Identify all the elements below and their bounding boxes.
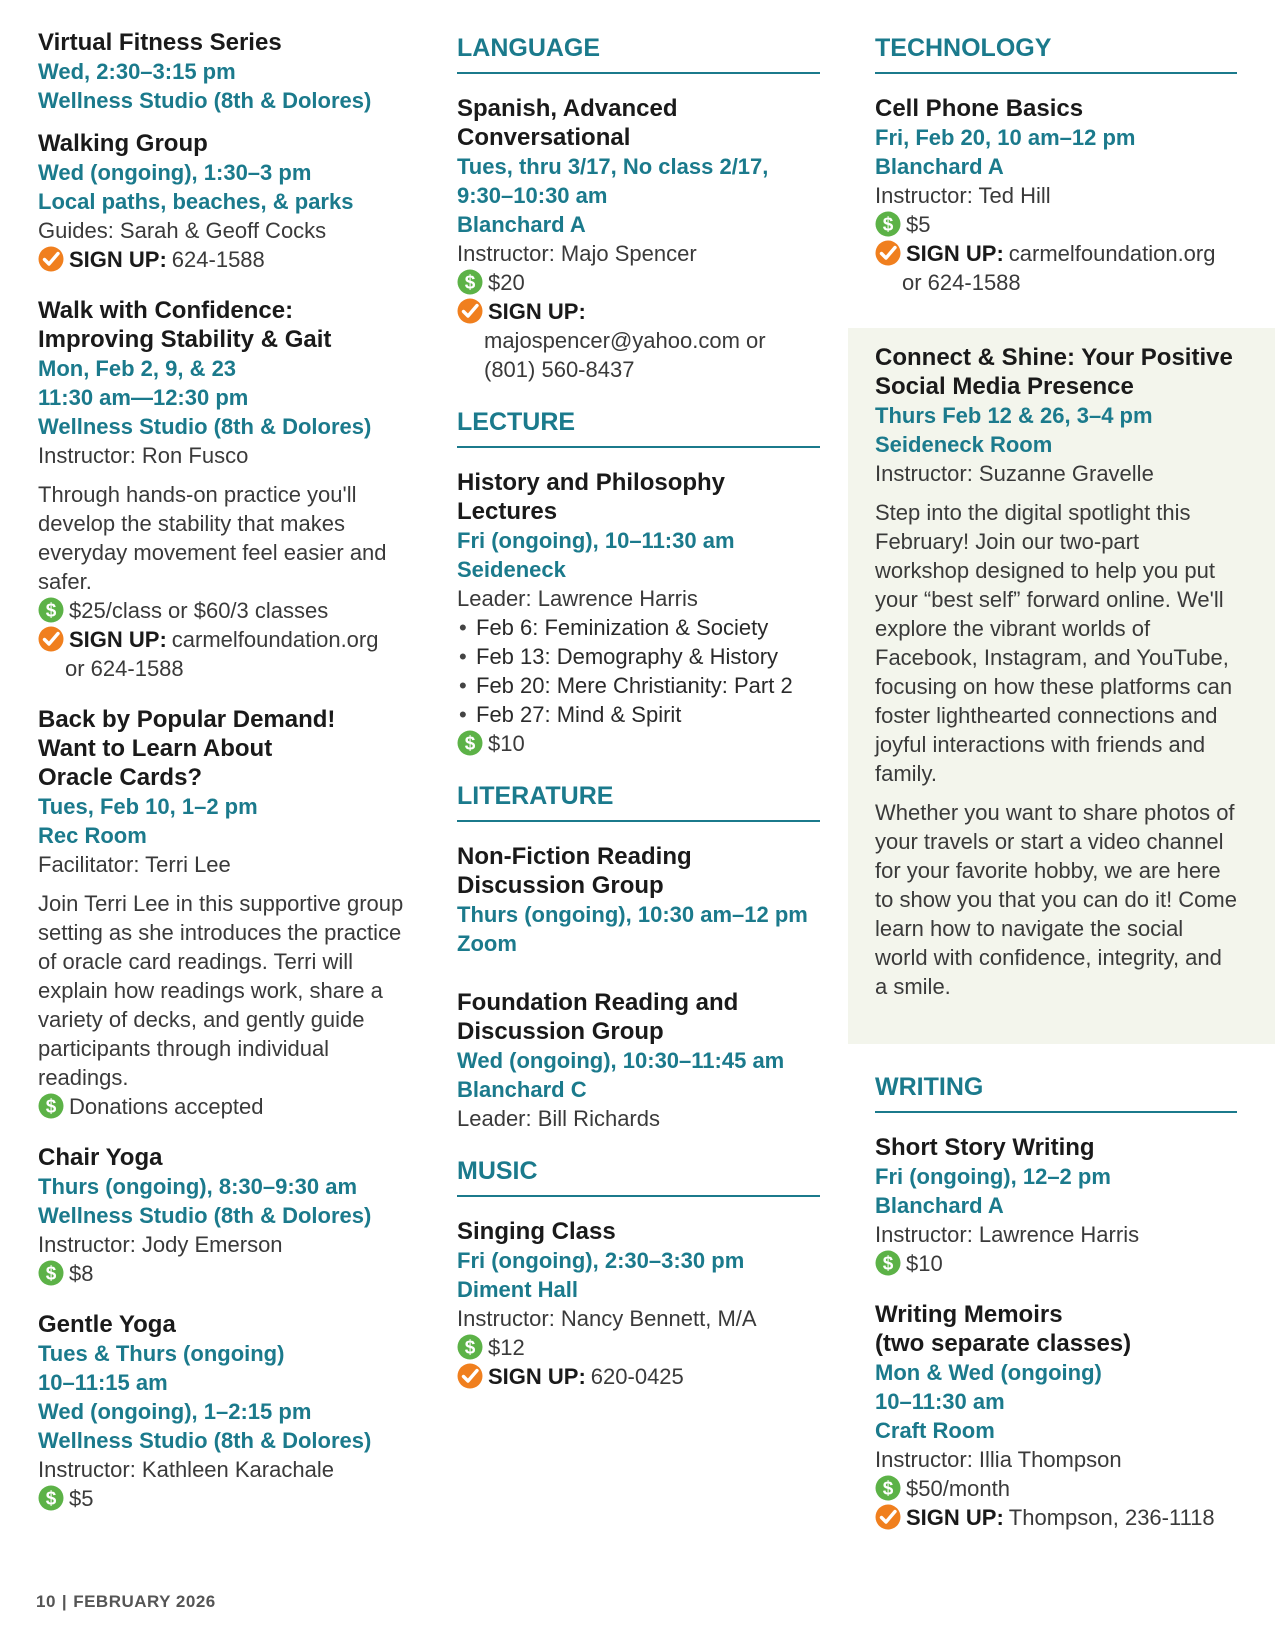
event-time: 10–11:30 am xyxy=(875,1389,1005,1414)
column-1 xyxy=(38,28,408,1535)
dollar-icon xyxy=(38,1485,64,1511)
event-title-line2: (two separate classes) xyxy=(875,1330,1132,1357)
signup-label: SIGN UP: xyxy=(906,241,1004,266)
price-row xyxy=(38,596,408,625)
event-cell-phone-basics xyxy=(875,94,1237,297)
event-location: Seideneck xyxy=(457,557,566,582)
list-item: • Feb 27: Mind & Spirit xyxy=(457,700,820,729)
event-title: Foundation Reading and xyxy=(457,989,739,1016)
section-heading-technology: TECHNOLOGY xyxy=(875,32,1237,74)
dollar-icon xyxy=(875,1250,901,1276)
signup-row xyxy=(875,1503,1237,1532)
dollar-icon xyxy=(38,1093,64,1119)
event-time: Tues, Feb 10, 1–2 pm xyxy=(38,794,258,819)
event-title: Walk with Confidence: xyxy=(38,297,294,324)
event-title: Short Story Writing xyxy=(875,1134,1095,1161)
price-row xyxy=(875,210,1237,239)
event-location: Blanchard A xyxy=(875,1193,1004,1218)
event-time: Thurs (ongoing), 10:30 am–12 pm xyxy=(457,902,808,927)
dollar-icon xyxy=(875,211,901,237)
price: $5 xyxy=(906,212,931,237)
event-location: Wellness Studio (8th & Dolores) xyxy=(38,414,372,439)
event-description: Through hands-on practice you'll develop the stability that makes everyday movement feel easier and safer. xyxy=(38,482,387,594)
event-title: Cell Phone Basics xyxy=(875,95,1084,122)
section-heading-lecture: LECTURE xyxy=(457,406,820,448)
section-heading-music: MUSIC xyxy=(457,1155,820,1197)
event-location: Rec Room xyxy=(38,823,147,848)
signup-website[interactable]: carmelfoundation.org xyxy=(171,627,379,652)
event-short-story xyxy=(875,1133,1237,1278)
event-oracle-cards xyxy=(38,705,408,1121)
signup-website[interactable]: carmelfoundation.org xyxy=(1008,241,1216,266)
event-title: Singing Class xyxy=(457,1218,616,1245)
dollar-icon xyxy=(457,1334,483,1360)
section-heading-writing: WRITING xyxy=(875,1071,1237,1113)
event-location: Wellness Studio (8th & Dolores) xyxy=(38,1428,372,1453)
check-icon xyxy=(457,298,483,324)
price-row xyxy=(38,1092,408,1121)
event-singing-class xyxy=(457,1217,820,1391)
event-time: 10–11:15 am xyxy=(38,1370,168,1395)
price: $50/month xyxy=(906,1476,1010,1501)
event-title: Spanish, Advanced xyxy=(457,95,678,122)
event-instructor: Instructor: Jody Emerson xyxy=(38,1232,283,1257)
event-walk-confidence xyxy=(38,296,408,683)
signup-label: SIGN UP: xyxy=(488,1364,586,1389)
price: $25/class or $60/3 classes xyxy=(69,598,329,623)
event-instructor: Instructor: Lawrence Harris xyxy=(875,1222,1140,1247)
signup-label: SIGN UP: xyxy=(69,247,167,272)
signup-phone: or 624-1588 xyxy=(65,656,184,681)
section-heading-language: LANGUAGE xyxy=(457,32,820,74)
dollar-icon xyxy=(38,597,64,623)
event-date: Tues, thru 3/17, No class 2/17, xyxy=(457,154,769,179)
price: $20 xyxy=(488,270,525,295)
event-time: Thurs Feb 12 & 26, 3–4 pm xyxy=(875,403,1153,428)
section-heading-literature: LITERATURE xyxy=(457,780,820,822)
event-instructor: Instructor: Nancy Bennett, M/A xyxy=(457,1306,757,1331)
price: $8 xyxy=(69,1261,94,1286)
event-location: Seideneck Room xyxy=(875,432,1053,457)
event-title: History and Philosophy xyxy=(457,469,726,496)
check-icon xyxy=(875,240,901,266)
dollar-icon xyxy=(38,1260,64,1286)
signup-row xyxy=(875,239,1237,268)
event-guides: Guides: Sarah & Geoff Cocks xyxy=(38,218,327,243)
signup-phone: (801) 560-8437 xyxy=(484,357,635,382)
signup-label: SIGN UP: xyxy=(69,627,167,652)
event-title: Writing Memoirs xyxy=(875,1301,1063,1328)
page-footer xyxy=(36,1592,216,1612)
event-location: Wellness Studio (8th & Dolores) xyxy=(38,1203,372,1228)
event-time: Fri, Feb 20, 10 am–12 pm xyxy=(875,125,1136,150)
event-description-2: Whether you want to share photos of your travels or start a video channel for your favorite hobby, we are here to show you that you can do it! Come learn how to navigate the social world with confidence, integrity, and a smile. xyxy=(875,800,1237,999)
event-title: Virtual Fitness Series xyxy=(38,29,282,56)
list-item: • Feb 20: Mere Christianity: Part 2 xyxy=(457,671,820,700)
event-time-alt: Wed (ongoing), 1–2:15 pm xyxy=(38,1399,312,1424)
event-time: Fri (ongoing), 10–11:30 am xyxy=(457,528,735,553)
event-date: Mon, Feb 2, 9, & 23 xyxy=(38,356,237,381)
price-row xyxy=(457,729,820,758)
event-location: Zoom xyxy=(457,931,517,956)
event-facilitator: Facilitator: Terri Lee xyxy=(38,852,231,877)
column-2 xyxy=(457,28,820,1413)
price: $5 xyxy=(69,1486,94,1511)
check-icon xyxy=(457,1363,483,1389)
dollar-icon xyxy=(457,730,483,756)
list-item: • Feb 13: Demography & History xyxy=(457,642,820,671)
signup-phone: or 624-1588 xyxy=(902,270,1021,295)
event-instructor: Instructor: Suzanne Gravelle xyxy=(875,461,1154,486)
event-time: Fri (ongoing), 12–2 pm xyxy=(875,1164,1111,1189)
event-virtual-fitness xyxy=(38,28,408,115)
event-instructor: Instructor: Majo Spencer xyxy=(457,241,697,266)
signup-row xyxy=(38,245,408,274)
event-title: Non-Fiction Reading xyxy=(457,843,692,870)
price-row xyxy=(38,1484,408,1513)
page-number: 10 xyxy=(36,1592,56,1611)
dollar-icon xyxy=(457,269,483,295)
event-title: Back by Popular Demand! xyxy=(38,706,336,733)
event-time: 11:30 am—12:30 pm xyxy=(38,385,249,410)
event-title: Connect & Shine: Your Positive xyxy=(875,344,1233,371)
signup-phone: 624-1588 xyxy=(171,247,265,272)
event-days: Tues & Thurs (ongoing) xyxy=(38,1341,285,1366)
event-instructor: Instructor: Illia Thompson xyxy=(875,1447,1122,1472)
event-chair-yoga xyxy=(38,1143,408,1288)
event-time: Wed, 2:30–3:15 pm xyxy=(38,59,236,84)
event-title-line2: Conversational xyxy=(457,124,631,151)
signup-phone: 620-0425 xyxy=(590,1364,684,1389)
event-connect-shine xyxy=(875,343,1237,1001)
signup-phone: Thompson, 236-1118 xyxy=(1008,1505,1215,1530)
check-icon xyxy=(875,1504,901,1530)
event-location: Blanchard A xyxy=(875,154,1004,179)
event-time: Thurs (ongoing), 8:30–9:30 am xyxy=(38,1174,358,1199)
signup-email[interactable]: majospencer@yahoo.com or xyxy=(484,328,766,353)
price-row xyxy=(457,268,820,297)
event-leader: Leader: Lawrence Harris xyxy=(457,586,698,611)
event-walking-group xyxy=(38,129,408,274)
event-instructor: Instructor: Kathleen Karachale xyxy=(38,1457,334,1482)
event-leader: Leader: Bill Richards xyxy=(457,1106,660,1131)
footer-separator: | xyxy=(61,1592,68,1611)
event-title-line2: Discussion Group xyxy=(457,1018,664,1045)
price: $10 xyxy=(906,1251,943,1276)
signup-row xyxy=(38,625,408,654)
event-time: 9:30–10:30 am xyxy=(457,183,608,208)
event-title-line2: Discussion Group xyxy=(457,872,664,899)
price: $12 xyxy=(488,1335,525,1360)
signup-row xyxy=(457,1362,820,1391)
price-row xyxy=(38,1259,408,1288)
check-icon xyxy=(38,626,64,652)
lecture-list xyxy=(457,613,820,729)
event-location: Local paths, beaches, & parks xyxy=(38,189,354,214)
event-location: Blanchard A xyxy=(457,212,586,237)
event-history-philosophy xyxy=(457,468,820,758)
signup-row xyxy=(457,297,820,326)
event-time: Wed (ongoing), 1:30–3 pm xyxy=(38,160,312,185)
column-3 xyxy=(875,28,1237,1554)
event-title-line2: Social Media Presence xyxy=(875,373,1134,400)
event-title: Chair Yoga xyxy=(38,1144,163,1171)
price-row xyxy=(875,1474,1237,1503)
event-title: Gentle Yoga xyxy=(38,1311,176,1338)
price: Donations accepted xyxy=(69,1094,264,1119)
event-instructor: Instructor: Ted Hill xyxy=(875,183,1051,208)
event-title-line3: Oracle Cards? xyxy=(38,764,203,791)
event-time: Fri (ongoing), 2:30–3:30 pm xyxy=(457,1248,745,1273)
price-row xyxy=(875,1249,1237,1278)
dollar-icon xyxy=(875,1475,901,1501)
check-icon xyxy=(38,246,64,272)
list-item: • Feb 6: Feminization & Society xyxy=(457,613,820,642)
event-location: Craft Room xyxy=(875,1418,995,1443)
signup-label: SIGN UP: xyxy=(906,1505,1004,1530)
price: $10 xyxy=(488,731,525,756)
event-description: Join Terri Lee in this supportive group setting as she introduces the practice of oracle card readings. Terri will explain how readings work, share a variety of decks, and gently guide participants through individual readings. xyxy=(38,891,404,1090)
event-title-line2: Lectures xyxy=(457,498,558,525)
event-nonfiction-reading xyxy=(457,842,820,958)
price-row xyxy=(457,1333,820,1362)
event-title-line2: Want to Learn About xyxy=(38,735,273,762)
event-writing-memoirs xyxy=(875,1300,1237,1532)
event-location: Diment Hall xyxy=(457,1277,579,1302)
event-location: Wellness Studio (8th & Dolores) xyxy=(38,88,372,113)
event-spanish xyxy=(457,94,820,384)
event-description: Step into the digital spotlight this February! Join our two-part workshop designed to help you put your “best self” forward online. We'll explore the vibrant worlds of Facebook, Instagram, and YouTube, focusing on how these platforms can foster lighthearted connections and joyful interactions with friends and family. xyxy=(875,500,1233,786)
issue-date: FEBRUARY 2026 xyxy=(73,1592,216,1611)
event-title-line2: Improving Stability & Gait xyxy=(38,326,332,353)
event-gentle-yoga xyxy=(38,1310,408,1513)
event-time: Wed (ongoing), 10:30–11:45 am xyxy=(457,1048,785,1073)
signup-label: SIGN UP: xyxy=(488,299,586,324)
event-instructor: Instructor: Ron Fusco xyxy=(38,443,249,468)
event-foundation-reading xyxy=(457,988,820,1133)
event-days: Mon & Wed (ongoing) xyxy=(875,1360,1102,1385)
event-title: Walking Group xyxy=(38,130,208,157)
event-location: Blanchard C xyxy=(457,1077,587,1102)
